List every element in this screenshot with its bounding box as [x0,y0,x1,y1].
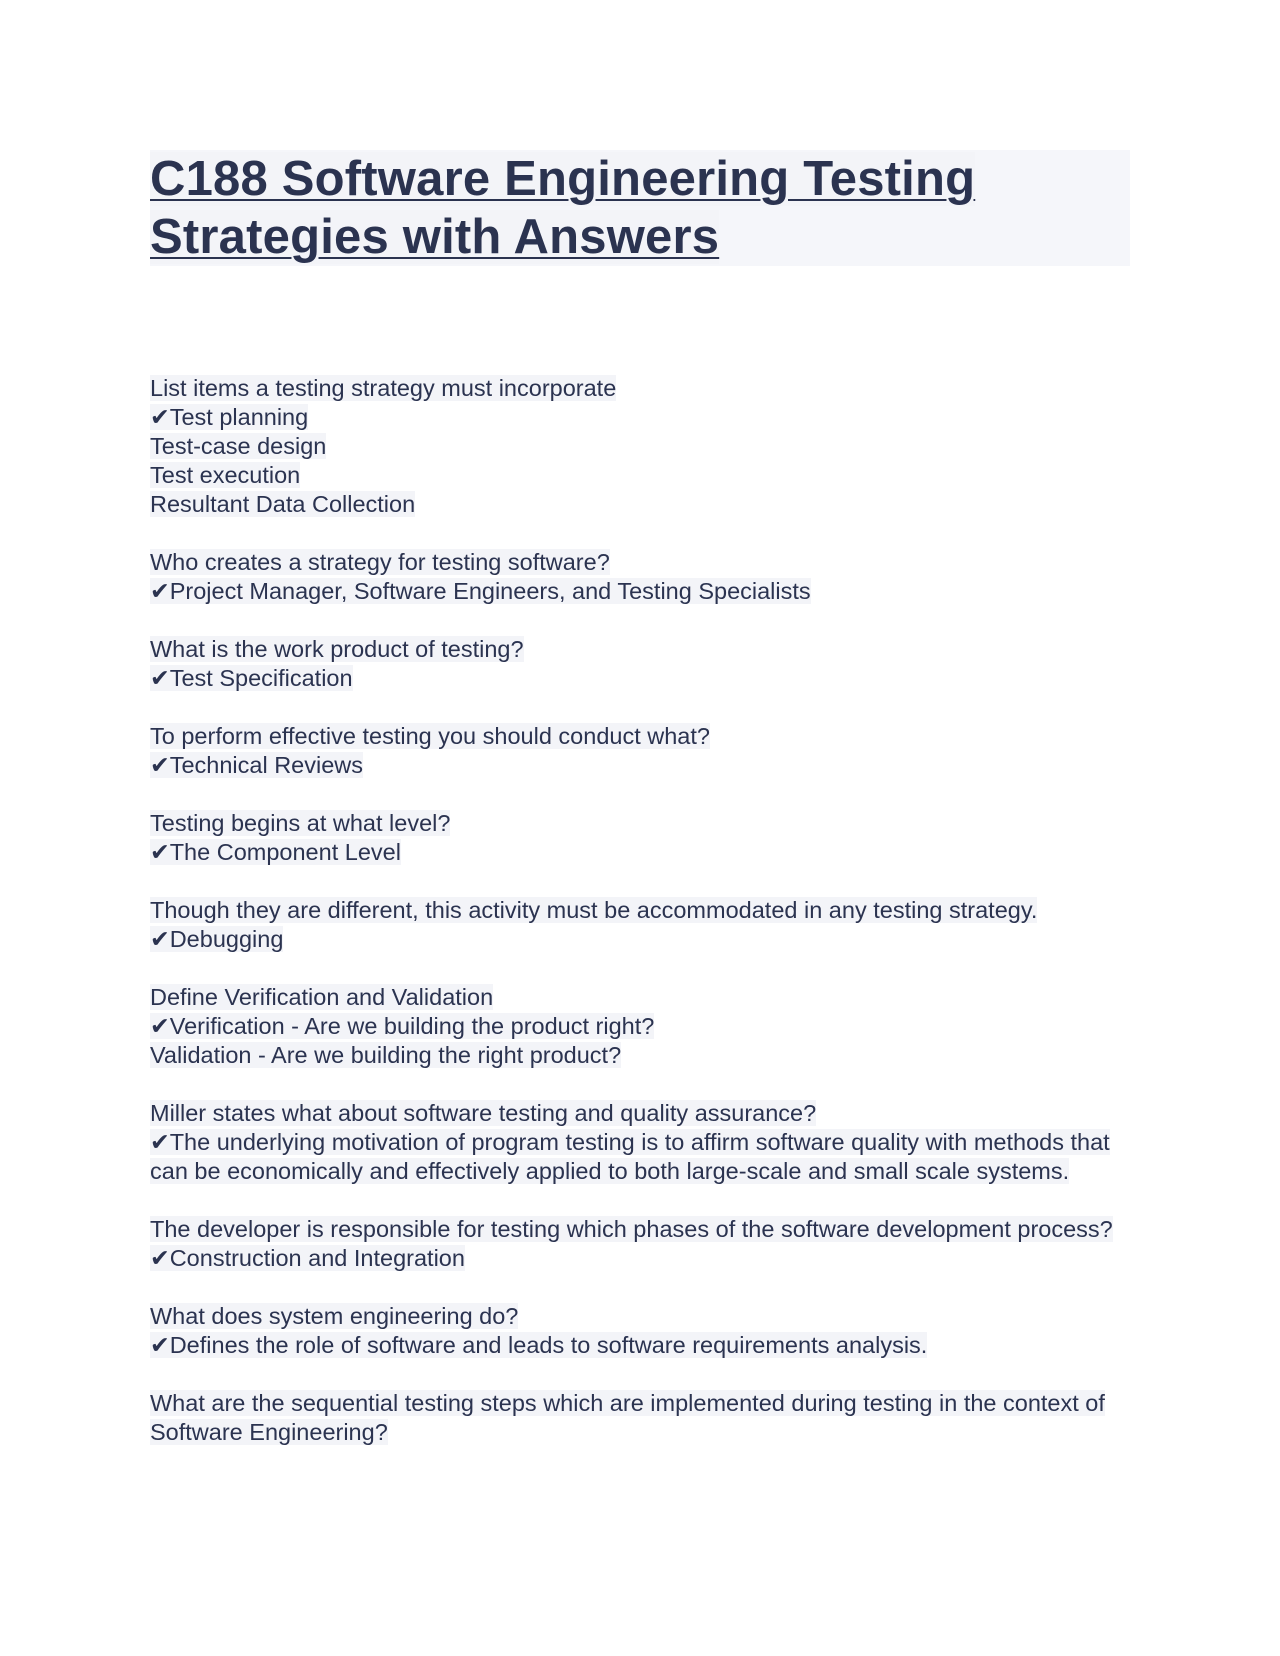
check-mark-icon: ✔ [150,1245,170,1271]
answer-label: Test planning [169,404,309,430]
qa-item [150,1389,1130,1447]
document-page [150,150,1130,1476]
check-mark-icon: ✔ [150,404,170,430]
question-label: What is the work product of testing? [150,636,524,662]
answer-text [150,752,363,778]
question-label: What are the sequential testing steps which are implemented during testing in the context of Software Engineering? [150,1390,1105,1445]
answer-text [150,462,300,488]
answer-text [150,665,353,691]
question-text [150,1389,1130,1447]
answer-line [150,461,1130,490]
question-label: Define Verification and Validation [150,984,494,1010]
answer-line [150,1244,1130,1273]
answer-label: Technical Reviews [169,752,364,778]
answer-text [150,1129,1110,1184]
check-mark-icon: ✔ [150,578,170,604]
answer-label: The underlying motivation of program testing is to affirm software quality with methods that can be economically and effectively applied to both large-scale and small scale systems. [150,1129,1110,1184]
answer-label: Test execution [150,462,301,488]
question-text [150,374,1130,403]
answer-label: The Component Level [169,839,401,865]
title-block [150,150,1130,266]
answer-text [150,1332,927,1358]
answer-line [150,1331,1130,1360]
question-label: What does system engineering do? [150,1303,519,1329]
answer-line [150,838,1130,867]
answer-line [150,751,1130,780]
answer-line [150,1128,1130,1186]
answer-text [150,433,326,459]
question-label: Miller states what about software testing and quality assurance? [150,1100,817,1126]
question-text [150,1302,1130,1331]
answer-label: Test Specification [169,665,353,691]
check-mark-icon: ✔ [150,752,170,778]
qa-item [150,635,1130,693]
qa-item [150,1302,1130,1360]
answer-line [150,403,1130,432]
qa-item [150,374,1130,519]
answer-text [150,1013,654,1039]
answer-label: Construction and Integration [169,1245,465,1271]
answer-line [150,1041,1130,1070]
check-mark-icon: ✔ [150,839,170,865]
answer-line [150,577,1130,606]
qa-item [150,809,1130,867]
question-text [150,896,1130,925]
question-text [150,1215,1130,1244]
answer-text [150,1245,465,1271]
question-text [150,722,1130,751]
document-title: C188 Software Engineering Testing Strategies with Answers [150,152,976,264]
qa-item [150,722,1130,780]
answer-label: Project Manager, Software Engineers, and Testing Specialists [169,578,811,604]
check-mark-icon: ✔ [150,1129,170,1155]
qa-item [150,983,1130,1070]
question-text [150,1099,1130,1128]
question-label: Though they are different, this activity must be accommodated in any testing strategy. [150,897,1038,923]
qa-list [150,374,1130,1447]
answer-text [150,839,401,865]
question-label: To perform effective testing you should conduct what? [150,723,710,749]
question-text [150,548,1130,577]
check-mark-icon: ✔ [150,926,170,952]
answer-label: Verification - Are we building the product right? [169,1013,655,1039]
answer-line [150,432,1130,461]
answer-text [150,1042,621,1068]
answer-line [150,925,1130,954]
question-label: Testing begins at what level? [150,810,451,836]
qa-item [150,548,1130,606]
qa-item [150,1099,1130,1186]
check-mark-icon: ✔ [150,1332,170,1358]
answer-label: Debugging [169,926,284,952]
answer-label: Test-case design [150,433,327,459]
answer-text [150,578,811,604]
answer-label: Validation - Are we building the right product? [150,1042,622,1068]
question-label: List items a testing strategy must incorporate [150,375,617,401]
answer-label: Resultant Data Collection [150,491,416,517]
question-label: The developer is responsible for testing which phases of the software development process? [150,1216,1113,1242]
check-mark-icon: ✔ [150,1013,170,1039]
check-mark-icon: ✔ [150,665,170,691]
answer-line [150,664,1130,693]
question-text [150,809,1130,838]
answer-label: Defines the role of software and leads to software requirements analysis. [169,1332,928,1358]
answer-text [150,926,283,952]
qa-item [150,896,1130,954]
answer-line [150,1012,1130,1041]
qa-item [150,1215,1130,1273]
answer-text [150,404,308,430]
answer-line [150,490,1130,519]
question-text [150,635,1130,664]
question-text [150,983,1130,1012]
answer-text [150,491,415,517]
question-label: Who creates a strategy for testing software? [150,549,610,575]
